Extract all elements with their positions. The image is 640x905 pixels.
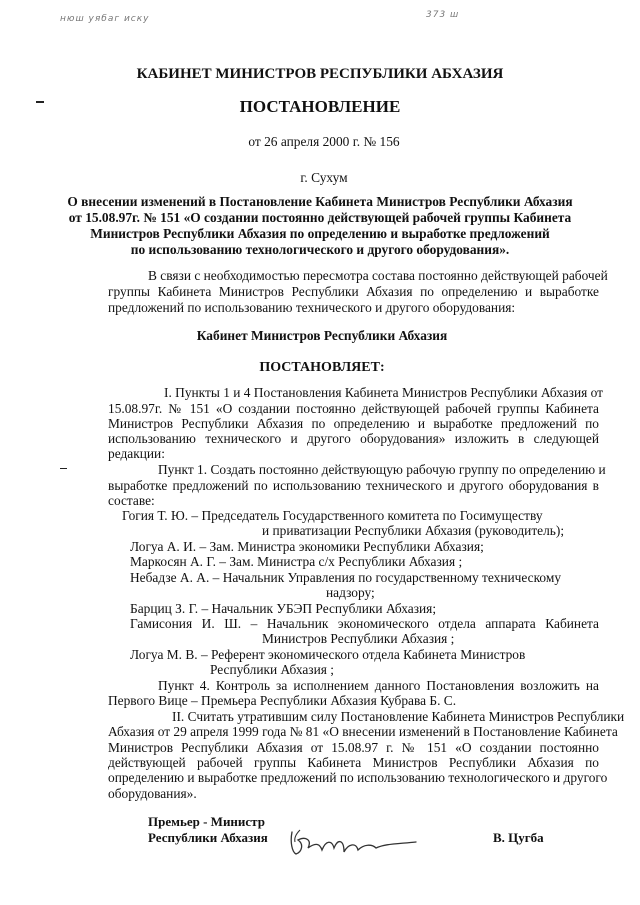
member-line: Министров Республики Абхазия ;: [262, 631, 455, 646]
item2-line: Абхазия от 29 апреля 1999 года № 81 «О внесении изменений в Постановление Кабинета: [108, 724, 618, 739]
decree-verb: ПОСТАНОВЛЯЕТ:: [259, 360, 385, 375]
decree-heading: Кабинет Министров Республики Абхазия: [196, 328, 448, 343]
city: г. Сухум: [300, 170, 348, 185]
organization-title: КАБИНЕТ МИНИСТРОВ РЕСПУБЛИКИ АБХАЗИЯ: [136, 66, 504, 82]
member-line: Гамисония И. Ш. – Начальник экономического отдела аппарата Кабинета: [130, 616, 599, 631]
subject-line: от 15.08.97г. № 151 «О создании постоянно действующей рабочей группы Кабинета: [68, 210, 572, 225]
member-line: Гогия Т. Ю. – Председатель Государственного комитета по Госимуществу: [122, 508, 543, 523]
handwritten-signature: [286, 822, 426, 860]
item1-line: I. Пункты 1 и 4 Постановления Кабинета Министров Республики Абхазия от: [164, 385, 604, 400]
punkt1-line: составе:: [108, 493, 155, 508]
signatory-title: Республики Абхазия: [148, 830, 268, 845]
date-number: от 26 апреля 2000 г. № 156: [248, 134, 400, 149]
member-line: Логуа М. В. – Референт экономического отдела Кабинета Министров: [130, 647, 526, 662]
margin-mark: [60, 468, 67, 469]
punkt1-line: Пункт 1. Создать постоянно действующую рабочую группу по определению и: [158, 462, 606, 477]
subject-line: О внесении изменений в Постановление Кабинета Министров Республики Абхазия: [67, 194, 573, 209]
item2-line: определению и выработке предложений по использованию технологического и другого: [108, 770, 608, 785]
member-line: Небадзе А. А. – Начальник Управления по государственному техническому: [130, 570, 562, 585]
item1-line: 15.08.97г. № 151 «О создании постоянно действующей рабочей группы Кабинета: [108, 401, 599, 416]
member-line: Барциц З. Г. – Начальник УБЭП Республики Абхазия;: [130, 601, 437, 616]
item1-line: использованию технического и другого оборудования» изложить в следующей: [108, 431, 599, 446]
signatory-title: Премьер - Министр: [148, 814, 265, 829]
punkt1-line: выработке предложений по использованию технического и другого оборудования в: [108, 478, 599, 493]
item1-line: редакции:: [108, 446, 165, 461]
subject-line: Министров Республики Абхазия по определению и выработке предложений: [90, 226, 550, 241]
subject-line: по использованию технологического и другого оборудования».: [130, 242, 510, 257]
item2-line: действующей рабочей группы Кабинета Министров Республики Абхазия по: [108, 755, 599, 770]
signatory-name: В. Цугба: [493, 830, 544, 845]
document-type: ПОСТАНОВЛЕНИЕ: [239, 97, 401, 116]
member-line: надзору;: [326, 585, 375, 600]
item2-line: II. Считать утратившим силу Постановление Кабинета Министров Республики: [172, 709, 625, 724]
preamble-line: группы Кабинета Министров Республики Абхазия по определению и выработке: [108, 284, 599, 299]
member-line: Республики Абхазия ;: [210, 662, 334, 677]
scan-handwriting-note: 373 ш: [426, 10, 460, 20]
member-line: Маркосян А. Г. – Зам. Министра с/х Республики Абхазия ;: [130, 554, 463, 569]
preamble-line: предложений по использованию технического и другого оборудования:: [108, 300, 516, 315]
scan-handwriting-note: нюш уябаг иску: [60, 14, 150, 24]
member-line: и приватизации Республики Абхазия (руководитель);: [262, 523, 565, 538]
item1-line: Министров Республики Абхазия по определению и выработке предложений по: [108, 416, 599, 431]
punkt4-line: Пункт 4. Контроль за исполнением данного Постановления возложить на: [158, 678, 599, 693]
item2-line: оборудования».: [108, 786, 197, 801]
preamble-line: В связи с необходимостью пересмотра состава постоянно действующей рабочей: [148, 268, 608, 283]
punkt4-line: Первого Вице – Премьера Республики Абхазия Кубрава Б. С.: [108, 693, 457, 708]
item2-line: Министров Республики Абхазия от 15.08.97 г. № 151 «О создании постоянно: [108, 740, 599, 755]
member-line: Логуа А. И. – Зам. Министра экономики Республики Абхазия;: [130, 539, 484, 554]
